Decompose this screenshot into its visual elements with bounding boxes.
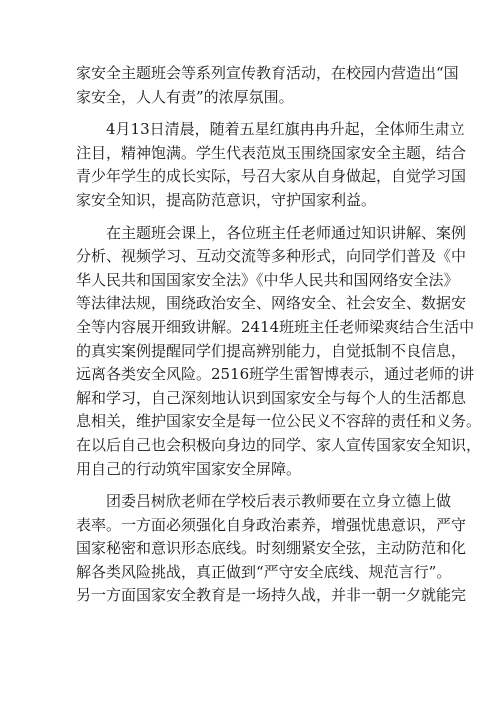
text-line: 华人民共和国国家安全法》《中华人民共和国网络安全法》 <box>76 270 459 289</box>
text-line: 解各类风险挑战，真正做到“严守安全底线、规范言行”。 <box>76 562 452 581</box>
text-line: 家安全，人人有责”的浓厚氛围。 <box>76 87 294 106</box>
text-line: 等法律法规，围绕政治安全、网络安全、社会安全、数据安 <box>76 294 467 313</box>
text-line: 家安全知识，提高防范意识，守护国家利益。 <box>76 190 377 209</box>
text-line: 分析、视频学习、互动交流等多种形式，向同学们普及《中 <box>76 247 467 266</box>
text-line: 另一方面国家安全教育是一场持久战，并非一朝一夕就能完 <box>76 586 467 605</box>
text-line: 的真实案例提醒同学们提高辨别能力，自觉抵制不良信息， <box>76 341 467 360</box>
text-line: 用自己的行动筑牢国家安全屏障。 <box>76 459 302 478</box>
paragraph-3 <box>76 222 482 482</box>
text-line: 国家秘密和意识形态底线。时刻绷紧安全弦，主动防范和化 <box>76 539 467 558</box>
paragraph-2 <box>76 118 467 212</box>
article-body <box>76 62 482 608</box>
text-line: 解和学习，自己深刻地认识到国家安全与每个人的生活都息 <box>76 388 467 407</box>
text-line: 在主题班会课上，各位班主任老师通过知识讲解、案例 <box>76 223 467 242</box>
paragraph-4 <box>76 490 467 608</box>
paragraph-1 <box>76 62 459 109</box>
text-line: 在以后自己也会积极向身边的同学、家人宣传国家安全知识， <box>76 435 482 454</box>
text-line: 息相关，维护国家安全是每一位公民义不容辞的责任和义务。 <box>76 412 482 431</box>
text-line: 全等内容展开细致讲解。2414班班主任老师梁爽结合生活中 <box>76 317 475 336</box>
text-line: 青少年学生的成长实际，号召大家从自身做起，自觉学习国 <box>76 167 467 186</box>
text-line: 远离各类安全风险。2516班学生雷智博表示，通过老师的讲 <box>76 365 475 384</box>
text-line: 团委吕树欣老师在学校后表示教师要在立身立德上做 <box>76 492 452 511</box>
text-line: 表率。一方面必须强化自身政治素养，增强忧患意识，严守 <box>76 515 467 534</box>
text-line: 4月13日清晨，随着五星红旗冉冉升起，全体师生肃立 <box>76 120 465 139</box>
text-line: 注目，精神饱满。学生代表范岚玉围绕国家安全主题，结合 <box>76 143 467 162</box>
text-line: 家安全主题班会等系列宣传教育活动，在校园内营造出“国 <box>76 64 459 82</box>
